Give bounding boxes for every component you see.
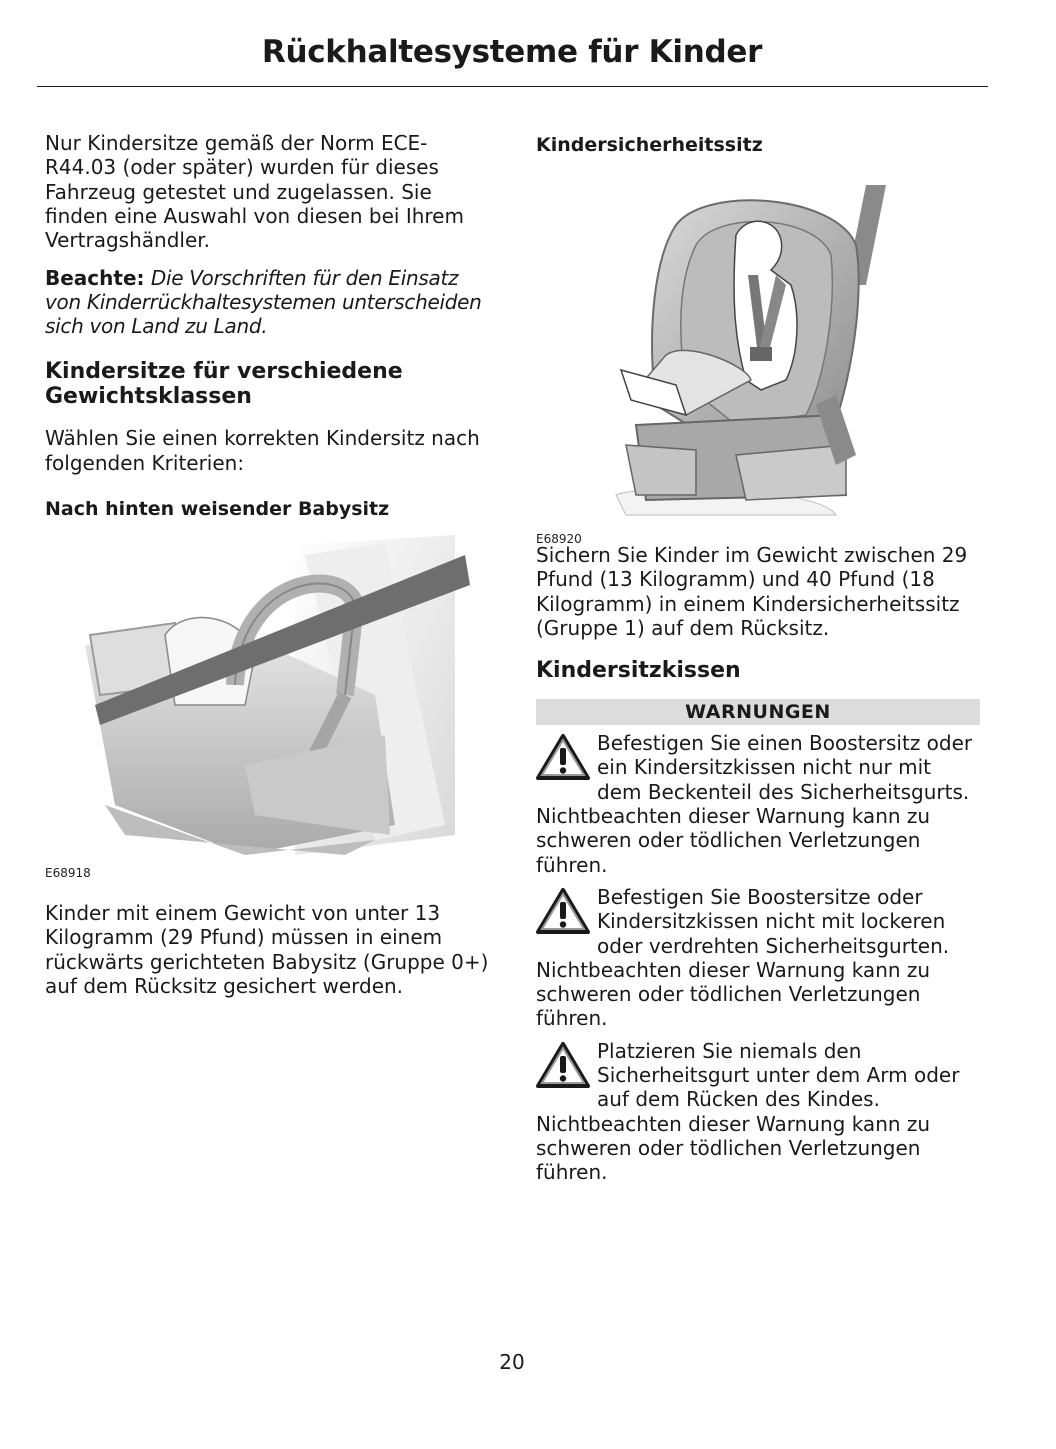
rear-facing-baby-seat-figure	[45, 535, 495, 881]
subheading-child-safety-seat: Kindersicherheitssitz	[536, 134, 763, 156]
section-heading-booster-cushion: Kindersitzkissen	[536, 658, 741, 684]
child-seat-paragraph: Sichern Sie Kinder im Gewicht zwischen 29 Pfund (13 Kilogramm) und 40 Pfund (18 Kilogramm) in einem Kindersicherheitssitz (Gruppe 1) auf dem Rücksitz.	[536, 543, 968, 640]
warnings-header-bar: WARNUNGEN	[536, 699, 980, 725]
note-label: Beachte:	[45, 266, 145, 291]
warning-item-1	[536, 731, 982, 877]
child-seat-illustration	[536, 165, 982, 525]
warning-item-2	[536, 885, 982, 1031]
figure-id-e68918: E68918	[45, 866, 91, 881]
warning-1-line-1: Befestigen Sie einen Boostersitz oder	[597, 731, 973, 756]
title-divider	[37, 86, 988, 87]
section-heading-weight-classes: Kindersitze für verschiedene Gewichtsklassen	[45, 359, 403, 410]
warning-item-3	[536, 1039, 982, 1185]
warning-3-line-2: Sicherheitsgurt unter dem Arm oder	[597, 1063, 960, 1088]
baby-seat-illustration	[45, 535, 475, 865]
warning-2-consequence: Nichtbeachten dieser Warnung kann zu schweren oder tödlichen Verletzungen führen.	[536, 957, 931, 1031]
warning-2-line-2: Kindersitzkissen nicht mit lockeren	[597, 909, 946, 934]
child-safety-seat-figure	[536, 165, 982, 546]
warning-3-consequence: Nichtbeachten dieser Warnung kann zu schweren oder tödlichen Verletzungen führen.	[536, 1111, 931, 1185]
right-column	[536, 131, 982, 1185]
criteria-paragraph: Wählen Sie einen korrekten Kindersitz nach folgenden Kriterien:	[45, 426, 480, 475]
warning-triangle-icon	[536, 1041, 590, 1089]
note-text: Die Vorschriften für den Einsatz von Kinderrückhaltesystemen unterscheiden sich von Land zu Land.	[45, 266, 482, 339]
warning-3-line-1: Platzieren Sie niemals den	[597, 1038, 862, 1063]
warning-2-line-1: Befestigen Sie Boostersitze oder	[597, 884, 923, 909]
left-column	[45, 131, 495, 998]
warning-1-line-2: ein Kindersitzkissen nicht nur mit	[597, 755, 932, 780]
baby-seat-paragraph: Kinder mit einem Gewicht von unter 13 Kilogramm (29 Pfund) müssen in einem rückwärts gerichteten Babysitz (Gruppe 0+) auf dem Rücksitz gesichert werden.	[45, 901, 489, 998]
warning-triangle-icon	[536, 733, 590, 781]
warning-3-line-3: auf dem Rücken des Kindes.	[597, 1087, 880, 1112]
warning-2-line-3: oder verdrehten Sicherheitsgurten.	[597, 933, 950, 958]
note-paragraph	[45, 266, 495, 338]
warning-1-consequence: Nichtbeachten dieser Warnung kann zu schweren oder tödlichen Verletzungen führen.	[536, 804, 931, 877]
page-number: 20	[499, 1350, 525, 1374]
intro-paragraph: Nur Kindersitze gemäß der Norm ECE-R44.03 (oder später) wurden für dieses Fahrzeug getestet und zugelassen. Sie finden eine Auswahl von diesen bei Ihrem Vertragshändler.	[45, 131, 464, 253]
subheading-rear-facing: Nach hinten weisender Babysitz	[45, 498, 390, 521]
warning-triangle-icon	[536, 887, 590, 935]
figure-id-e68920: E68920	[536, 532, 582, 546]
warning-1-line-3: dem Beckenteil des Sicherheitsgurts.	[597, 779, 970, 804]
page-title: Rückhaltesysteme für Kinder	[261, 34, 763, 70]
